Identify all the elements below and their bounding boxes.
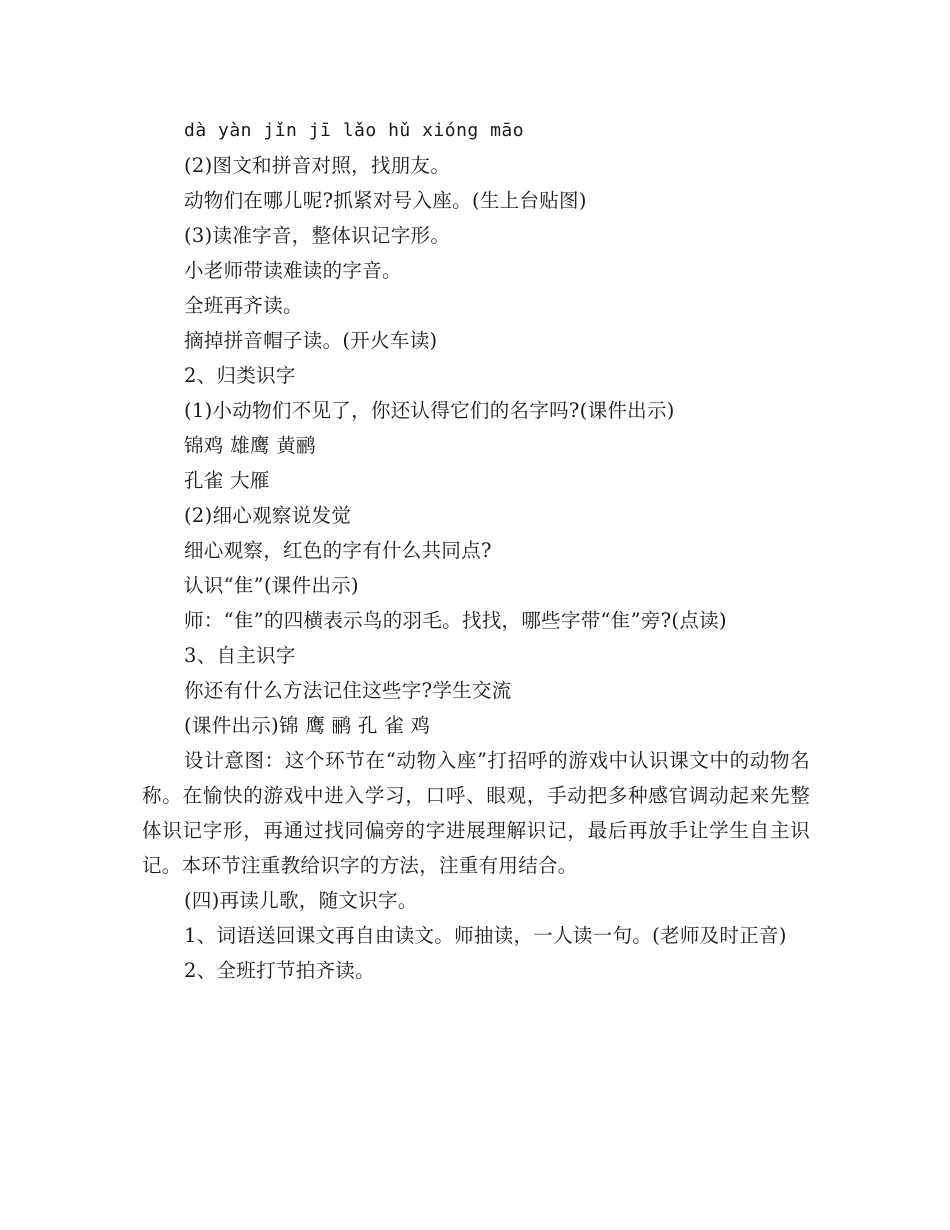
- text-line: (2)图文和拼音对照，找朋友。: [184, 154, 451, 177]
- design-intent-paragraph: 设计意图：这个环节在“动物入座”打招呼的游戏中认识课文中的动物名称。在愉快的游戏中进入学习，口呼、眼观，手动把多种感官调动起来先整体识记字形，再通过找同偏旁的字进展理解识记，最后再放手让学生自主识记。本环节注重教给识字的方法，注重有用结合。: [142, 749, 810, 877]
- text-line: 摘掉拼音帽子读。(开火车读): [184, 329, 438, 352]
- text-line: 认识“隹”(课件出示): [184, 574, 359, 597]
- text-line: (3)读准字音，整体识记字形。: [184, 224, 451, 247]
- word-list: 孔雀 大雁: [184, 469, 270, 492]
- text-line: 动物们在哪儿呢?抓紧对号入座。(生上台贴图): [184, 189, 587, 212]
- document-page: [142, 113, 810, 988]
- section-heading: (四)再读儿歌，随文识字。: [184, 889, 418, 912]
- text-line: (1)小动物们不见了，你还认得它们的名字吗?(课件出示): [184, 399, 675, 422]
- section-heading: 2、归类识字: [184, 364, 296, 387]
- character-list: (课件出示)锦 鹰 鹂 孔 雀 鸡: [184, 714, 431, 737]
- text-line: (2)细心观察说发觉: [184, 504, 352, 527]
- pinyin-line: dà yàn jǐn jī lǎo hǔ xióng māo: [184, 120, 525, 141]
- paragraph: 1、词语送回课文再自由读文。师抽读，一人读一句。(老师及时正音): [184, 924, 787, 947]
- paragraph: 师：“隹”的四横表示鸟的羽毛。找找，哪些字带“隹”旁?(点读): [184, 609, 727, 632]
- section-heading: 3、自主识字: [184, 644, 296, 667]
- word-list: 锦鸡 雄鹰 黄鹂: [184, 434, 316, 457]
- text-line: 2、全班打节拍齐读。: [184, 959, 375, 982]
- text-line: 细心观察，红色的字有什么共同点?: [184, 539, 492, 562]
- text-line: 全班再齐读。: [184, 294, 303, 317]
- text-line: 小老师带读难读的字音。: [184, 259, 402, 282]
- text-line: 你还有什么方法记住这些字?学生交流: [184, 679, 512, 702]
